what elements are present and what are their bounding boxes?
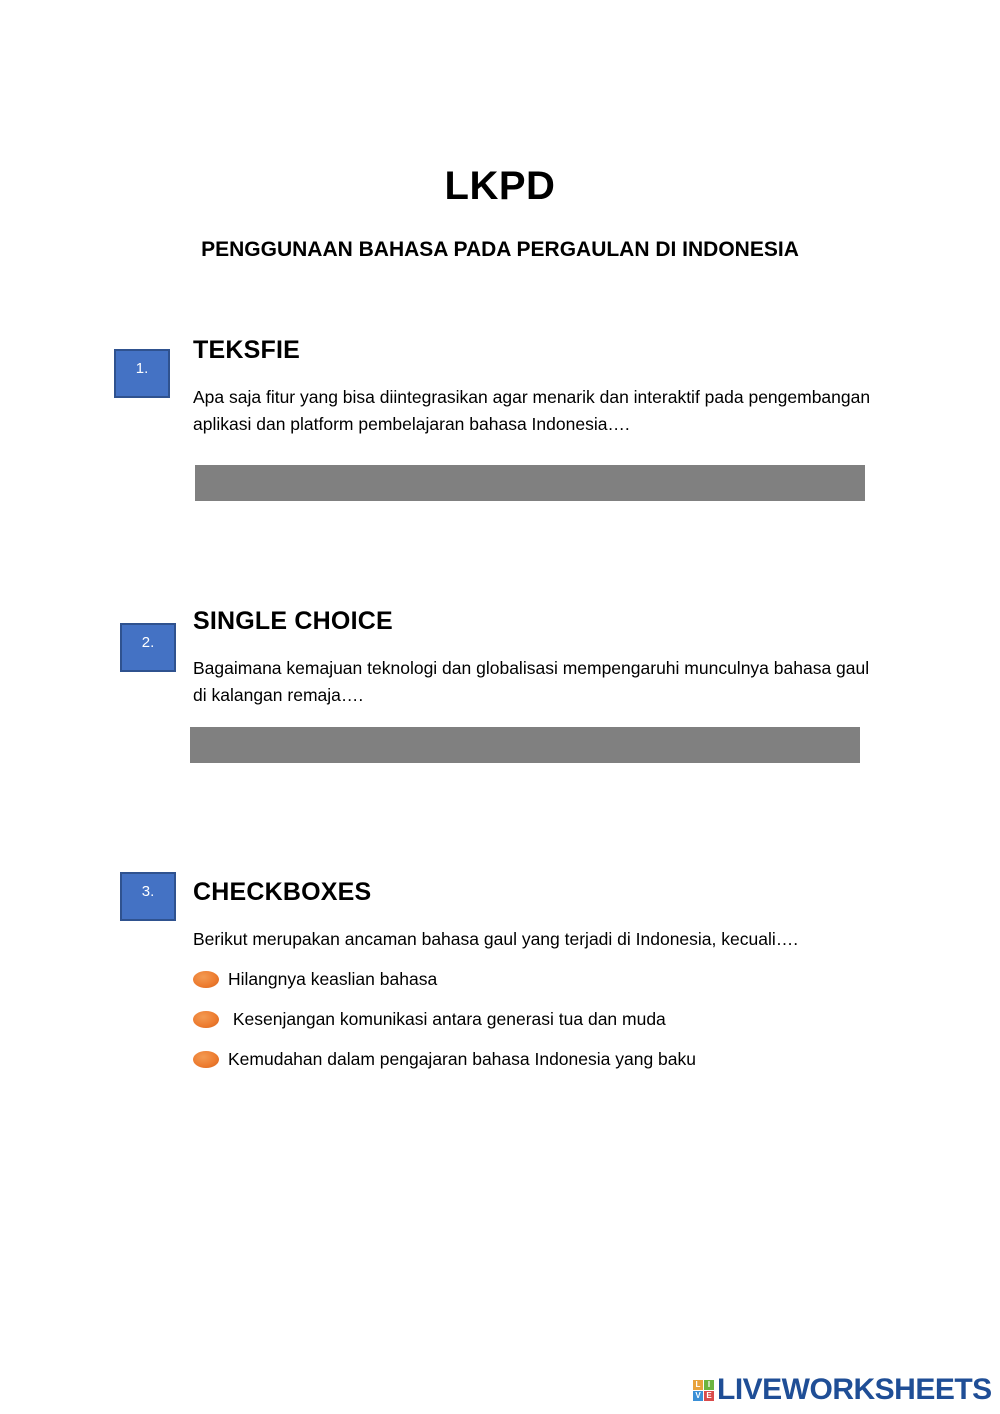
question-text-3: Berikut merupakan ancaman bahasa gaul yang terjadi di Indonesia, kecuali…. <box>193 929 799 949</box>
option-label: Kesenjangan komunikasi antara generasi tua dan muda <box>228 1008 666 1029</box>
logo-letter: L <box>693 1380 703 1390</box>
page-subtitle: PENGGUNAAN BAHASA PADA PERGAULAN DI INDONESIA <box>201 238 799 261</box>
section-title-1: TEKSFIE <box>193 336 300 364</box>
checkbox-option-2[interactable] <box>193 1008 666 1030</box>
logo-letter: I <box>704 1380 714 1390</box>
question-number-3: 3. <box>120 872 176 921</box>
option-label: Hilangnya keaslian bahasa <box>228 968 438 989</box>
logo-letter: E <box>704 1391 714 1401</box>
liveworksheets-logo <box>693 1373 992 1407</box>
answer-input-1[interactable] <box>195 465 865 501</box>
section-title-3: CHECKBOXES <box>193 878 372 906</box>
question-number-1: 1. <box>114 349 170 398</box>
answer-input-2[interactable] <box>190 727 860 763</box>
checkbox-option-3[interactable] <box>193 1048 696 1070</box>
logo-letter: V <box>693 1391 703 1401</box>
section-title-2: SINGLE CHOICE <box>193 607 393 635</box>
page-title: LKPD <box>444 164 556 208</box>
option-dot-icon[interactable] <box>193 1011 219 1028</box>
checkbox-option-1[interactable] <box>193 968 437 990</box>
option-dot-icon[interactable] <box>193 1051 219 1068</box>
logo-grid-icon <box>693 1380 714 1401</box>
option-dot-icon[interactable] <box>193 971 219 988</box>
question-text-2: Bagaimana kemajuan teknologi dan globalisasi mempengaruhi munculnya bahasa gaul di kalangan remaja…. <box>193 658 870 705</box>
question-text-1: Apa saja fitur yang bisa diintegrasikan agar menarik dan interaktif pada pengembangan aplikasi dan platform pembelajaran bahasa Indonesia…. <box>193 387 871 434</box>
option-label: Kemudahan dalam pengajaran bahasa Indonesia yang baku <box>228 1048 696 1069</box>
question-number-2: 2. <box>120 623 176 672</box>
logo-text: LIVEWORKSHEETS <box>717 1373 992 1406</box>
